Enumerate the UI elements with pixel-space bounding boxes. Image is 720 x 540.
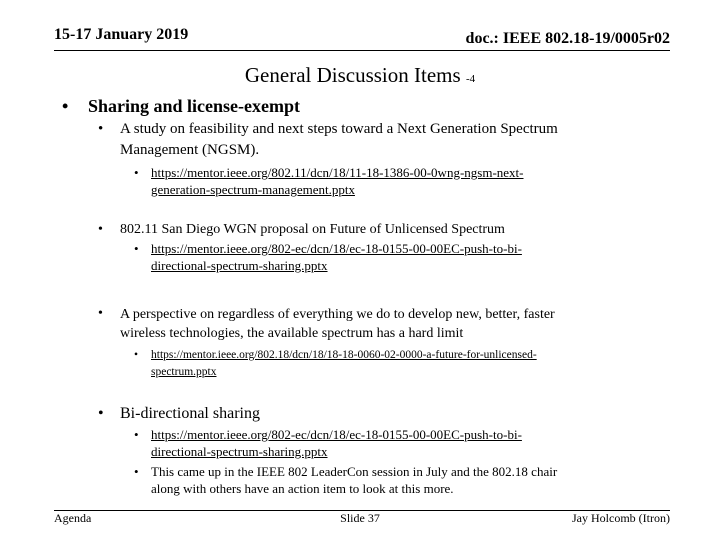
header-date: 15-17 January 2019 bbox=[54, 26, 189, 43]
item-note: This came up in the IEEE 802 LeaderCon session in July and the 802.18 chair along with others have an action item to look at this more. bbox=[151, 464, 558, 496]
slide-title bbox=[0, 63, 720, 88]
item-link[interactable]: https://mentor.ieee.org/802-ec/dcn/18/ec-18-0155-00-00EC-push-to-bi- directional-spectrum-sharing.pptx bbox=[151, 241, 522, 273]
bullet-icon: • bbox=[134, 464, 139, 479]
item-text: A study on feasibility and next steps toward a Next Generation Spectrum Management (NGSM). bbox=[120, 121, 558, 158]
slide-title-main: General Discussion Items bbox=[244, 63, 461, 87]
bullet-icon: • bbox=[134, 349, 139, 361]
bullet-icon: • bbox=[98, 222, 103, 237]
item-link[interactable]: https://mentor.ieee.org/802.18/dcn/18/18-18-0060-02-0000-a-future-for-unlicensed- spectrum.pptx bbox=[151, 349, 537, 378]
item-text: 802.11 San Diego WGN proposal on Future of Unlicensed Spectrum bbox=[120, 222, 505, 237]
bullet-icon: • bbox=[134, 165, 139, 180]
item-text: Bi-directional sharing bbox=[120, 405, 260, 422]
footer-author: Jay Holcomb (Itron) bbox=[572, 511, 670, 525]
bullet-icon: • bbox=[98, 121, 104, 137]
header-doc-id: doc.: IEEE 802.18-19/0005r02 bbox=[465, 30, 670, 47]
l1-item-sharing: Sharing and license-exempt bbox=[88, 96, 301, 116]
bullet-icon: • bbox=[98, 306, 103, 321]
bullet-icon: • bbox=[134, 241, 139, 256]
bullet-icon: • bbox=[134, 427, 139, 442]
footer-slide-number: Slide 37 bbox=[340, 511, 380, 525]
slide-title-suffix: -4 bbox=[465, 73, 476, 85]
item-link[interactable]: https://mentor.ieee.org/802.11/dcn/18/11-18-1386-00-0wng-ngsm-next- generation-spectrum-management.pptx bbox=[151, 165, 524, 197]
item-text: A perspective on regardless of everything we do to develop new, better, faster wireless technologies, the available spectrum has a hard limit bbox=[120, 307, 555, 341]
header-rule bbox=[54, 50, 670, 51]
item-link[interactable]: https://mentor.ieee.org/802-ec/dcn/18/ec-18-0155-00-00EC-push-to-bi- directional-spectrum-sharing.pptx bbox=[151, 427, 522, 459]
footer-agenda: Agenda bbox=[54, 511, 92, 525]
bullet-icon: • bbox=[62, 96, 69, 116]
bullet-icon: • bbox=[98, 405, 104, 422]
